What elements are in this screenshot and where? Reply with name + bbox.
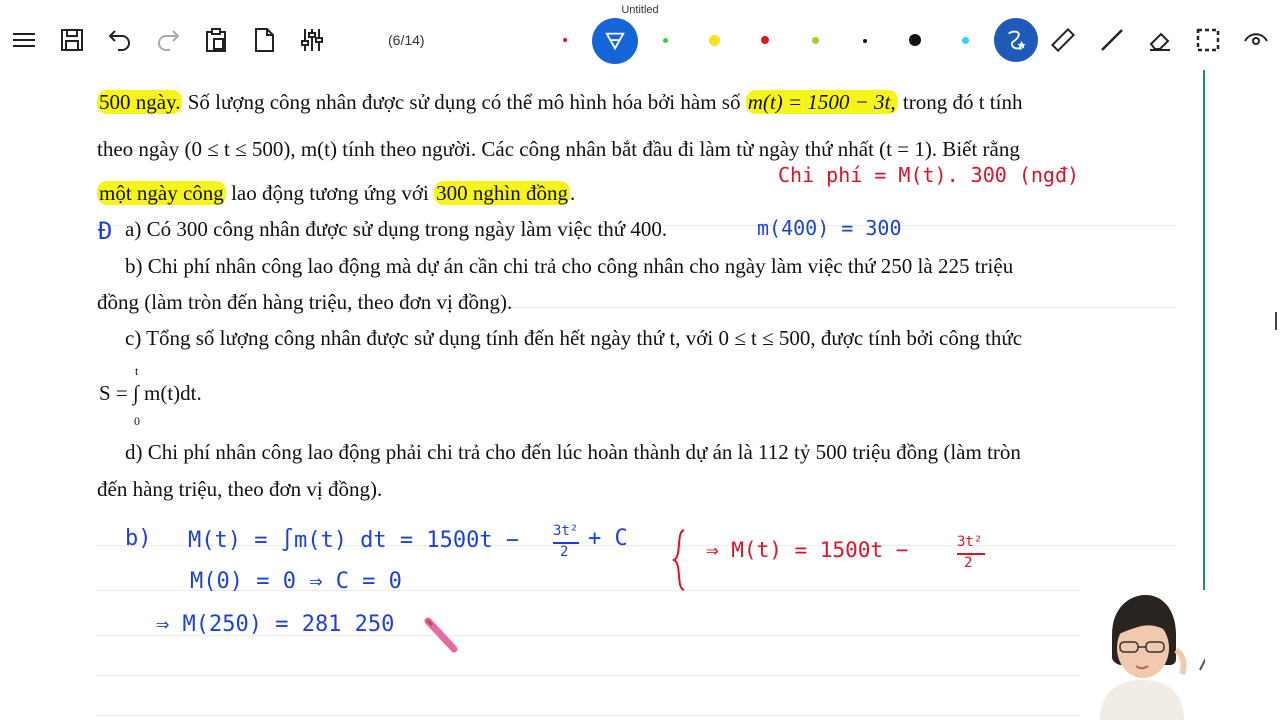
handwritten-plus-c: + C: [588, 526, 628, 551]
formula-highlight: m(t) = 1500 − 3t,: [747, 90, 896, 114]
color-swatch-red[interactable]: [761, 36, 769, 44]
sliders-icon[interactable]: [294, 22, 330, 58]
problem-line-3: [97, 181, 575, 206]
page-icon[interactable]: [246, 22, 282, 58]
toolbar: [0, 0, 1280, 70]
problem-line-2: theo ngày (0 ≤ t ≤ 500), m(t) tính theo người. Các công nhân bắt đầu đi làm từ ngày thứ nhất (t = 1). Biết rằng: [97, 137, 1020, 161]
color-swatch-lime[interactable]: [812, 37, 819, 44]
pen-cursor-icon: [424, 617, 458, 653]
handwritten-b-line-2: M(0) = 0 ⇒ C = 0: [190, 569, 402, 594]
color-swatch-red-small[interactable]: [563, 38, 567, 42]
clipboard-icon[interactable]: [198, 22, 234, 58]
redo-icon[interactable]: [150, 22, 186, 58]
scrollbar[interactable]: [1275, 312, 1277, 330]
statement-b-line-1: b) Chi phí nhân công lao động mà dự án cần chi trả cho công nhân cho ngày làm việc thứ 250 là 225 triệu: [125, 254, 1014, 278]
color-swatch-yellow[interactable]: [709, 35, 720, 46]
handwritten-true-mark: Đ: [98, 217, 113, 245]
handwritten-conclusion: ⇒ M(t) = 1500t −: [706, 538, 909, 562]
fraction-numerator: 3t²: [553, 523, 579, 539]
document-title: Untitled: [621, 4, 659, 16]
webcam-presenter: [1080, 590, 1205, 720]
line-icon[interactable]: [1094, 22, 1130, 58]
select-icon[interactable]: [1190, 22, 1226, 58]
text: trong đó t tính: [897, 90, 1023, 114]
text: .: [569, 181, 576, 205]
ruled-line: [95, 715, 1175, 716]
handwritten-b-line-1: M(t) = ∫m(t) dt = 1500t −: [188, 528, 520, 553]
ruled-line: [95, 675, 1175, 676]
color-swatch-green[interactable]: [663, 38, 668, 43]
integral-upper-limit: t: [135, 364, 139, 378]
statement-d-line-1: d) Chi phí nhân công lao động phải chi trả cho đến lúc hoàn thành dự án là 112 tỷ 500 triệu đồng (làm tròn: [125, 440, 1021, 464]
eraser-icon[interactable]: [1142, 22, 1178, 58]
color-swatch-cyan[interactable]: [962, 37, 969, 44]
handwritten-b-label: b): [125, 526, 152, 551]
menu-icon[interactable]: [6, 22, 42, 58]
statement-b-line-2: đồng (làm tròn đến hàng triệu, theo đơn vị đồng).: [97, 290, 513, 314]
highlight: 500 ngày.: [99, 90, 181, 114]
text: Số lượng công nhân được sử dụng có thể mô hình hóa bởi hàm số: [182, 90, 746, 114]
highlight: 300 nghìn đồng: [436, 181, 568, 205]
fraction-denominator: 2: [560, 544, 569, 560]
statement-d-line-2: đến hàng triệu, theo đơn vị đồng).: [97, 477, 383, 501]
integral-formula: S = ∫ m(t)dt.: [99, 381, 202, 405]
highlight: một ngày công: [99, 181, 224, 205]
conclusion-fraction-denominator: 2: [964, 555, 973, 571]
handwritten-a-note: m(400) = 300: [757, 216, 902, 240]
page-indicator: (6/14): [388, 32, 425, 48]
save-icon[interactable]: [54, 22, 90, 58]
color-swatch-black[interactable]: [909, 34, 921, 46]
statement-a: a) Có 300 công nhân được sử dụng trong ngày làm việc thứ 400.: [125, 217, 668, 241]
lasso-icon[interactable]: [994, 18, 1038, 62]
ruler-icon[interactable]: [1045, 22, 1081, 58]
statement-c-line-1: c) Tổng số lượng công nhân được sử dụng tính đến hết ngày thứ t, với 0 ≤ t ≤ 500, được tính bởi công thức: [125, 326, 1023, 350]
handwritten-cost-note: Chi phí = M(t). 300 (ngđ): [778, 163, 1080, 187]
conclusion-fraction-numerator: 3t²: [957, 534, 983, 550]
view-icon[interactable]: [1238, 22, 1274, 58]
brace-mark: [668, 528, 690, 592]
handwritten-b-line-3: ⇒ M(250) = 281 250: [156, 612, 395, 637]
problem-line-1: [97, 90, 1022, 115]
color-swatch-black-small[interactable]: [863, 39, 867, 43]
text: lao động tương ứng với: [225, 181, 435, 205]
pen-icon[interactable]: [592, 18, 638, 64]
integral-lower-limit: 0: [134, 414, 140, 428]
undo-icon[interactable]: [102, 22, 138, 58]
